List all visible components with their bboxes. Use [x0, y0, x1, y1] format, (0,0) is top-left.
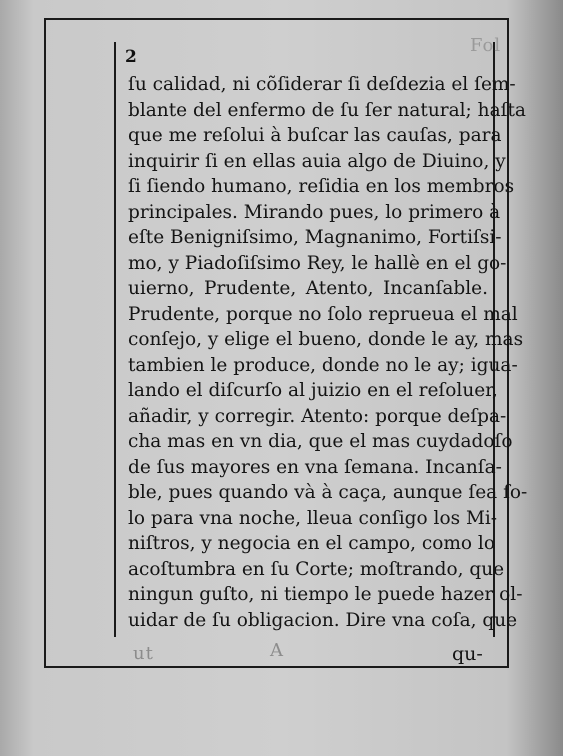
catchword: qu- — [452, 643, 483, 665]
text-line: ningun guſto, ni tiempo le puede hazer ol- — [128, 584, 523, 605]
text-line: mo, y Piadoſiſsimo Rey, le hallè en el go- — [128, 252, 507, 274]
text-line: acoſtumbra en ſu Corte; moſtrando, que — [128, 558, 505, 580]
left-margin-rule — [114, 42, 116, 637]
bleed-through-text-bottom-left: ut — [133, 643, 154, 664]
text-line: añadir, y corregir. Atento: porque deſpa- — [128, 405, 507, 427]
text-line: blante del enfermo de ſu ſer natural; haſta — [128, 99, 526, 121]
text-line: tambien le produce, donde no le ay; igua- — [128, 354, 518, 376]
text-line: ſu calidad, ni cõſiderar ſi deſdezia el ſem- — [128, 74, 516, 95]
text-line: eſte Benigniſsimo, Magnanimo, Fortiſsi- — [128, 227, 502, 248]
text-line: que me reſolui à buſcar las cauſas, para — [128, 125, 502, 146]
text-line: conſejo, y elige el bueno, donde le ay, mas — [128, 329, 524, 350]
bleed-through-text-top: Fol — [470, 35, 502, 56]
bleed-through-signature-mark: A — [270, 640, 284, 661]
text-line: principales. Mirando pues, lo primero à — [128, 201, 501, 223]
body-text — [128, 72, 528, 633]
text-line: Prudente, porque no ſolo reprueua el mal — [128, 303, 518, 325]
text-line: cha mas en vn dia, que el mas cuydadoſo — [128, 431, 513, 452]
text-line: uidar de ſu obligacion. Dire vna coſa, que — [128, 609, 518, 631]
text-line: lando el diſcurſo al juizio en el reſoluer, — [128, 380, 498, 401]
text-line: ſi ſiendo humano, reſidia en los membros — [128, 176, 515, 197]
text-line: lo para vna noche, lleua conſigo los Mi- — [128, 507, 498, 529]
text-line: inquirir ſi en ellas auia algo de Diuino, y — [128, 150, 506, 172]
text-line: de ſus mayores en vna ſemana. Incanſa- — [128, 456, 502, 478]
text-line: niſtros, y negocia en el campo, como lo — [128, 533, 495, 554]
text-line: uierno, Prudente, Atento, Incanſable. — [128, 278, 488, 299]
text-line: ble, pues quando và à caça, aunque ſea ſo- — [128, 482, 528, 503]
page-number: 2 — [125, 47, 137, 67]
